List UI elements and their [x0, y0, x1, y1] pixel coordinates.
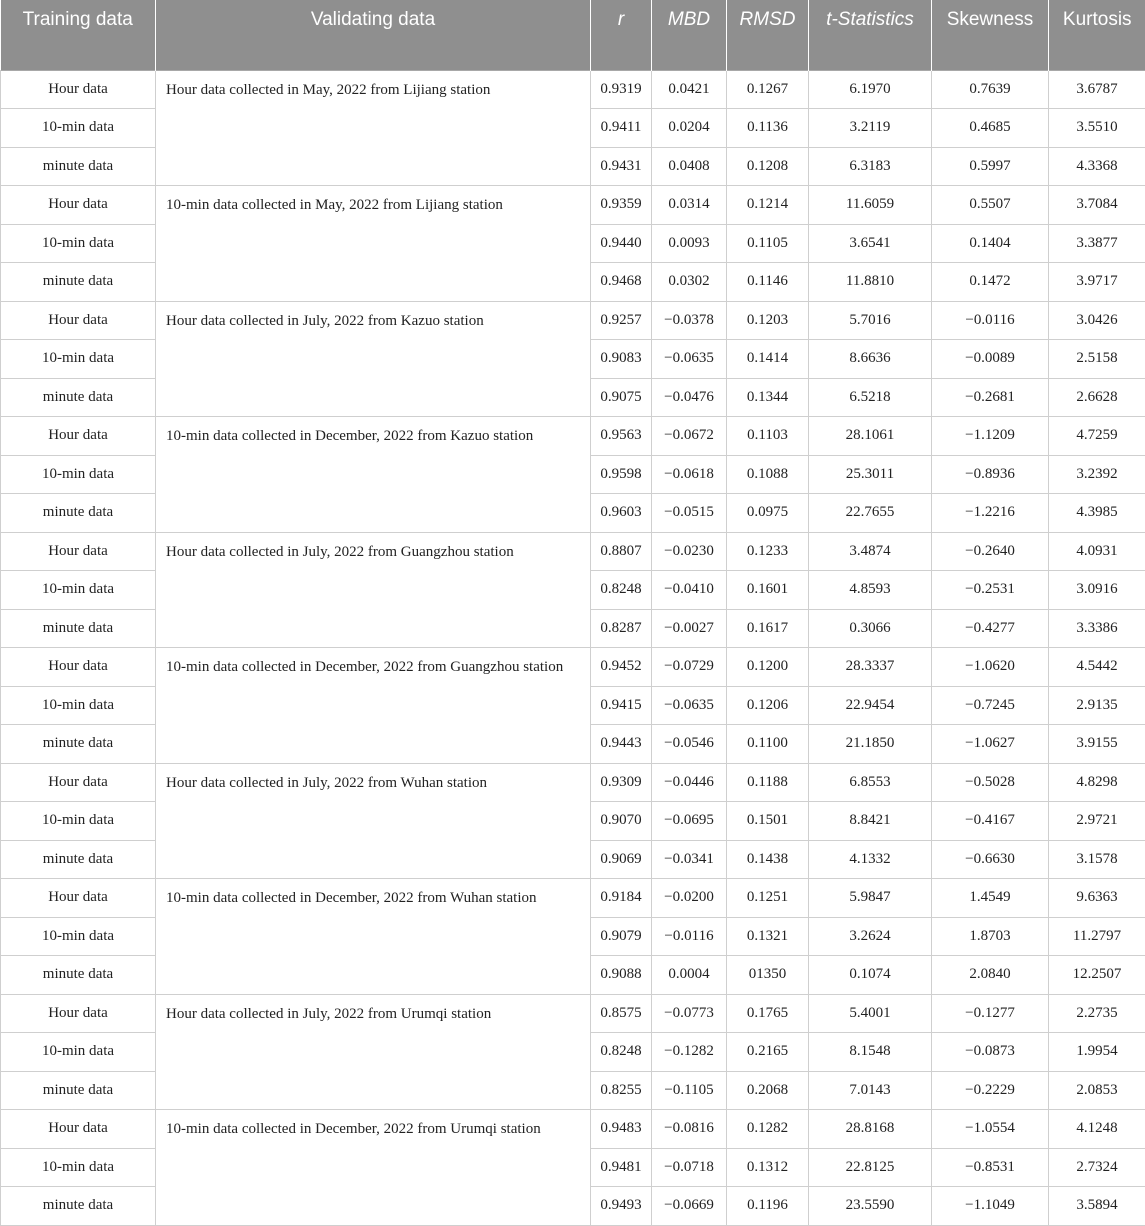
- cell-t-statistics: 3.2624: [809, 917, 932, 956]
- header-r: r: [591, 0, 652, 70]
- cell-skewness: −0.8531: [932, 1148, 1049, 1187]
- cell-kurtosis: 4.7259: [1049, 417, 1145, 456]
- cell-t-statistics: 8.1548: [809, 1033, 932, 1072]
- cell-t-statistics: 11.8810: [809, 263, 932, 302]
- cell-mbd: −0.0672: [652, 417, 727, 456]
- cell-r: 0.9257: [591, 301, 652, 340]
- cell-skewness: −1.1049: [932, 1187, 1049, 1226]
- cell-training-data: 10-min data: [1, 340, 156, 379]
- cell-skewness: −1.0620: [932, 648, 1049, 687]
- cell-rmsd: 0.1765: [727, 994, 809, 1033]
- cell-skewness: −0.6630: [932, 840, 1049, 879]
- cell-rmsd: 0.1200: [727, 648, 809, 687]
- table-row: [1, 532, 1145, 571]
- cell-training-data: minute data: [1, 1071, 156, 1110]
- cell-mbd: −0.0341: [652, 840, 727, 879]
- cell-training-data: Hour data: [1, 417, 156, 456]
- cell-skewness: −1.0627: [932, 725, 1049, 764]
- cell-training-data: Hour data: [1, 301, 156, 340]
- cell-kurtosis: 3.0426: [1049, 301, 1145, 340]
- cell-kurtosis: 4.5442: [1049, 648, 1145, 687]
- cell-kurtosis: 9.6363: [1049, 879, 1145, 918]
- cell-mbd: −0.0669: [652, 1187, 727, 1226]
- cell-mbd: −0.0773: [652, 994, 727, 1033]
- cell-t-statistics: 22.9454: [809, 686, 932, 725]
- cell-skewness: −0.7245: [932, 686, 1049, 725]
- cell-t-statistics: 8.6636: [809, 340, 932, 379]
- cell-rmsd: 0.1206: [727, 686, 809, 725]
- cell-skewness: 0.5507: [932, 186, 1049, 225]
- cell-r: 0.9083: [591, 340, 652, 379]
- cell-t-statistics: 22.8125: [809, 1148, 932, 1187]
- cell-mbd: −0.0230: [652, 532, 727, 571]
- cell-skewness: −0.2229: [932, 1071, 1049, 1110]
- cell-rmsd: 0.1105: [727, 224, 809, 263]
- cell-kurtosis: 3.6787: [1049, 70, 1145, 109]
- cell-rmsd: 0.1282: [727, 1110, 809, 1149]
- table-body: [1, 70, 1145, 1225]
- cell-mbd: −0.0515: [652, 494, 727, 533]
- cell-t-statistics: 25.3011: [809, 455, 932, 494]
- cell-r: 0.8255: [591, 1071, 652, 1110]
- cell-r: 0.9415: [591, 686, 652, 725]
- cell-validating-data: 10-min data collected in December, 2022 from Wuhan station: [156, 879, 591, 995]
- cell-skewness: −1.2216: [932, 494, 1049, 533]
- cell-rmsd: 01350: [727, 956, 809, 995]
- header-t-statistics-label: t-Statistics: [826, 9, 914, 30]
- header-validating-data: Validating data: [156, 0, 591, 70]
- cell-training-data: Hour data: [1, 879, 156, 918]
- cell-r: 0.8248: [591, 1033, 652, 1072]
- header-skewness: Skewness: [932, 0, 1049, 70]
- cell-r: 0.8248: [591, 571, 652, 610]
- cell-validating-data: Hour data collected in July, 2022 from Kazuo station: [156, 301, 591, 417]
- cell-skewness: −1.0554: [932, 1110, 1049, 1149]
- cell-training-data: minute data: [1, 1187, 156, 1226]
- table-row: [1, 879, 1145, 918]
- cell-rmsd: 0.1438: [727, 840, 809, 879]
- cell-rmsd: 0.1196: [727, 1187, 809, 1226]
- cell-r: 0.9603: [591, 494, 652, 533]
- cell-rmsd: 0.1136: [727, 109, 809, 148]
- cell-r: 0.9563: [591, 417, 652, 456]
- cell-mbd: −0.0200: [652, 879, 727, 918]
- cell-training-data: 10-min data: [1, 802, 156, 841]
- table-row: [1, 1110, 1145, 1149]
- cell-kurtosis: 3.2392: [1049, 455, 1145, 494]
- cell-rmsd: 0.1100: [727, 725, 809, 764]
- table-row: [1, 763, 1145, 802]
- cell-r: 0.9481: [591, 1148, 652, 1187]
- cell-r: 0.9359: [591, 186, 652, 225]
- cell-skewness: −0.0089: [932, 340, 1049, 379]
- cell-t-statistics: 7.0143: [809, 1071, 932, 1110]
- header-t-statistics: [809, 0, 932, 70]
- cell-r: 0.9440: [591, 224, 652, 263]
- cell-training-data: 10-min data: [1, 1148, 156, 1187]
- cell-r: 0.9493: [591, 1187, 652, 1226]
- cell-r: 0.9184: [591, 879, 652, 918]
- cell-skewness: −0.8936: [932, 455, 1049, 494]
- cell-rmsd: 0.2068: [727, 1071, 809, 1110]
- cell-mbd: 0.0302: [652, 263, 727, 302]
- cell-training-data: Hour data: [1, 994, 156, 1033]
- cell-r: 0.8287: [591, 609, 652, 648]
- cell-mbd: −0.0410: [652, 571, 727, 610]
- cell-t-statistics: 6.5218: [809, 378, 932, 417]
- cell-training-data: minute data: [1, 840, 156, 879]
- cell-skewness: 0.1472: [932, 263, 1049, 302]
- cell-validating-data: 10-min data collected in December, 2022 from Urumqi station: [156, 1110, 591, 1226]
- cell-r: 0.9431: [591, 147, 652, 186]
- cell-t-statistics: 11.6059: [809, 186, 932, 225]
- cell-mbd: −0.0695: [652, 802, 727, 841]
- cell-r: 0.9598: [591, 455, 652, 494]
- cell-skewness: 2.0840: [932, 956, 1049, 995]
- cell-validating-data: Hour data collected in May, 2022 from Lijiang station: [156, 70, 591, 186]
- cell-skewness: 0.5997: [932, 147, 1049, 186]
- cell-t-statistics: 4.8593: [809, 571, 932, 610]
- cell-training-data: minute data: [1, 263, 156, 302]
- cell-rmsd: 0.1321: [727, 917, 809, 956]
- cell-validating-data: Hour data collected in July, 2022 from Wuhan station: [156, 763, 591, 879]
- cell-skewness: −0.4277: [932, 609, 1049, 648]
- table-row: [1, 186, 1145, 225]
- cell-skewness: 0.1404: [932, 224, 1049, 263]
- cell-training-data: 10-min data: [1, 1033, 156, 1072]
- cell-training-data: 10-min data: [1, 917, 156, 956]
- cell-skewness: −0.5028: [932, 763, 1049, 802]
- cell-rmsd: 0.1214: [727, 186, 809, 225]
- cell-r: 0.9075: [591, 378, 652, 417]
- cell-kurtosis: 3.3386: [1049, 609, 1145, 648]
- cell-kurtosis: 2.2735: [1049, 994, 1145, 1033]
- cell-skewness: −0.0116: [932, 301, 1049, 340]
- cell-validating-data: 10-min data collected in December, 2022 from Kazuo station: [156, 417, 591, 533]
- cell-kurtosis: 3.5510: [1049, 109, 1145, 148]
- cell-rmsd: 0.1103: [727, 417, 809, 456]
- cell-kurtosis: 3.7084: [1049, 186, 1145, 225]
- cell-skewness: 1.4549: [932, 879, 1049, 918]
- cell-rmsd: 0.1251: [727, 879, 809, 918]
- cell-rmsd: 0.1501: [727, 802, 809, 841]
- cell-kurtosis: 2.5158: [1049, 340, 1145, 379]
- cell-kurtosis: 2.6628: [1049, 378, 1145, 417]
- cell-validating-data: Hour data collected in July, 2022 from Urumqi station: [156, 994, 591, 1110]
- cell-t-statistics: 0.1074: [809, 956, 932, 995]
- cell-rmsd: 0.1233: [727, 532, 809, 571]
- table-row: [1, 994, 1145, 1033]
- table-row: [1, 417, 1145, 456]
- cell-mbd: −0.0546: [652, 725, 727, 764]
- cell-t-statistics: 0.3066: [809, 609, 932, 648]
- cell-kurtosis: 3.9717: [1049, 263, 1145, 302]
- cell-mbd: −0.0729: [652, 648, 727, 687]
- cell-t-statistics: 3.2119: [809, 109, 932, 148]
- cell-t-statistics: 3.6541: [809, 224, 932, 263]
- cell-training-data: 10-min data: [1, 224, 156, 263]
- cell-mbd: −0.0027: [652, 609, 727, 648]
- cell-t-statistics: 4.1332: [809, 840, 932, 879]
- cell-t-statistics: 5.9847: [809, 879, 932, 918]
- cell-r: 0.9452: [591, 648, 652, 687]
- cell-t-statistics: 6.3183: [809, 147, 932, 186]
- cell-kurtosis: 4.8298: [1049, 763, 1145, 802]
- cell-mbd: 0.0204: [652, 109, 727, 148]
- cell-r: 0.9070: [591, 802, 652, 841]
- cell-kurtosis: 12.2507: [1049, 956, 1145, 995]
- cell-r: 0.9468: [591, 263, 652, 302]
- cell-kurtosis: 11.2797: [1049, 917, 1145, 956]
- cell-validating-data: Hour data collected in July, 2022 from Guangzhou station: [156, 532, 591, 648]
- cell-rmsd: 0.1188: [727, 763, 809, 802]
- cell-training-data: Hour data: [1, 532, 156, 571]
- cell-rmsd: 0.1146: [727, 263, 809, 302]
- cell-kurtosis: 3.5894: [1049, 1187, 1145, 1226]
- header-row: [1, 0, 1145, 70]
- cell-skewness: −0.2531: [932, 571, 1049, 610]
- cell-mbd: −0.1282: [652, 1033, 727, 1072]
- cell-validating-data: 10-min data collected in May, 2022 from Lijiang station: [156, 186, 591, 302]
- cell-mbd: 0.0421: [652, 70, 727, 109]
- cell-skewness: −0.2681: [932, 378, 1049, 417]
- cell-t-statistics: 28.3337: [809, 648, 932, 687]
- cell-training-data: minute data: [1, 956, 156, 995]
- cell-t-statistics: 8.8421: [809, 802, 932, 841]
- cell-training-data: Hour data: [1, 648, 156, 687]
- cell-training-data: 10-min data: [1, 455, 156, 494]
- table-row: [1, 70, 1145, 109]
- cell-t-statistics: 21.1850: [809, 725, 932, 764]
- table-row: [1, 648, 1145, 687]
- cell-kurtosis: 4.1248: [1049, 1110, 1145, 1149]
- cell-skewness: 1.8703: [932, 917, 1049, 956]
- cell-kurtosis: 2.0853: [1049, 1071, 1145, 1110]
- cell-r: 0.9088: [591, 956, 652, 995]
- cell-mbd: −0.1105: [652, 1071, 727, 1110]
- cell-kurtosis: 3.1578: [1049, 840, 1145, 879]
- cell-training-data: minute data: [1, 147, 156, 186]
- cell-mbd: −0.0816: [652, 1110, 727, 1149]
- cell-r: 0.8575: [591, 994, 652, 1033]
- cell-skewness: 0.7639: [932, 70, 1049, 109]
- cell-mbd: −0.0618: [652, 455, 727, 494]
- cell-kurtosis: 2.7324: [1049, 1148, 1145, 1187]
- cell-rmsd: 0.1617: [727, 609, 809, 648]
- cell-skewness: 0.4685: [932, 109, 1049, 148]
- cell-r: 0.9069: [591, 840, 652, 879]
- cell-kurtosis: 4.0931: [1049, 532, 1145, 571]
- cell-training-data: minute data: [1, 378, 156, 417]
- cell-skewness: −0.4167: [932, 802, 1049, 841]
- cell-r: 0.8807: [591, 532, 652, 571]
- cell-kurtosis: 3.9155: [1049, 725, 1145, 764]
- cell-r: 0.9483: [591, 1110, 652, 1149]
- cell-mbd: −0.0446: [652, 763, 727, 802]
- cell-r: 0.9309: [591, 763, 652, 802]
- cell-rmsd: 0.0975: [727, 494, 809, 533]
- cell-training-data: 10-min data: [1, 109, 156, 148]
- cell-t-statistics: 28.8168: [809, 1110, 932, 1149]
- cell-mbd: 0.0093: [652, 224, 727, 263]
- cell-skewness: −0.2640: [932, 532, 1049, 571]
- cell-t-statistics: 28.1061: [809, 417, 932, 456]
- cell-r: 0.9319: [591, 70, 652, 109]
- cell-training-data: 10-min data: [1, 571, 156, 610]
- cell-skewness: −1.1209: [932, 417, 1049, 456]
- header-mbd: MBD: [652, 0, 727, 70]
- cell-t-statistics: 3.4874: [809, 532, 932, 571]
- cell-t-statistics: 6.1970: [809, 70, 932, 109]
- cell-mbd: 0.0314: [652, 186, 727, 225]
- cell-mbd: −0.0476: [652, 378, 727, 417]
- cell-rmsd: 0.1312: [727, 1148, 809, 1187]
- cell-training-data: Hour data: [1, 763, 156, 802]
- cell-rmsd: 0.1344: [727, 378, 809, 417]
- cell-r: 0.9079: [591, 917, 652, 956]
- cell-kurtosis: 3.3877: [1049, 224, 1145, 263]
- cell-mbd: −0.0116: [652, 917, 727, 956]
- cell-validating-data: 10-min data collected in December, 2022 from Guangzhou station: [156, 648, 591, 764]
- cell-kurtosis: 1.9954: [1049, 1033, 1145, 1072]
- cell-rmsd: 0.1203: [727, 301, 809, 340]
- cell-mbd: −0.0378: [652, 301, 727, 340]
- cell-t-statistics: 6.8553: [809, 763, 932, 802]
- cell-kurtosis: 4.3368: [1049, 147, 1145, 186]
- cell-rmsd: 0.1414: [727, 340, 809, 379]
- cell-training-data: minute data: [1, 494, 156, 533]
- header-kurtosis: Kurtosis: [1049, 0, 1145, 70]
- cell-kurtosis: 2.9721: [1049, 802, 1145, 841]
- cell-t-statistics: 23.5590: [809, 1187, 932, 1226]
- cell-mbd: −0.0635: [652, 686, 727, 725]
- cell-training-data: Hour data: [1, 1110, 156, 1149]
- cell-rmsd: 0.1208: [727, 147, 809, 186]
- cell-mbd: −0.0635: [652, 340, 727, 379]
- cell-kurtosis: 3.0916: [1049, 571, 1145, 610]
- table-row: [1, 301, 1145, 340]
- cell-t-statistics: 22.7655: [809, 494, 932, 533]
- header-rmsd: RMSD: [727, 0, 809, 70]
- cell-rmsd: 0.1601: [727, 571, 809, 610]
- cell-training-data: minute data: [1, 725, 156, 764]
- cell-skewness: −0.0873: [932, 1033, 1049, 1072]
- cell-rmsd: 0.1088: [727, 455, 809, 494]
- cell-kurtosis: 2.9135: [1049, 686, 1145, 725]
- cell-training-data: Hour data: [1, 186, 156, 225]
- cell-skewness: −0.1277: [932, 994, 1049, 1033]
- cell-mbd: −0.0718: [652, 1148, 727, 1187]
- cell-training-data: 10-min data: [1, 686, 156, 725]
- cell-training-data: Hour data: [1, 70, 156, 109]
- cell-t-statistics: 5.7016: [809, 301, 932, 340]
- cell-r: 0.9443: [591, 725, 652, 764]
- cell-rmsd: 0.1267: [727, 70, 809, 109]
- cell-r: 0.9411: [591, 109, 652, 148]
- cell-t-statistics: 5.4001: [809, 994, 932, 1033]
- cell-kurtosis: 4.3985: [1049, 494, 1145, 533]
- cell-mbd: 0.0004: [652, 956, 727, 995]
- cell-training-data: minute data: [1, 609, 156, 648]
- header-training-data: Training data: [1, 0, 156, 70]
- cell-mbd: 0.0408: [652, 147, 727, 186]
- cell-rmsd: 0.2165: [727, 1033, 809, 1072]
